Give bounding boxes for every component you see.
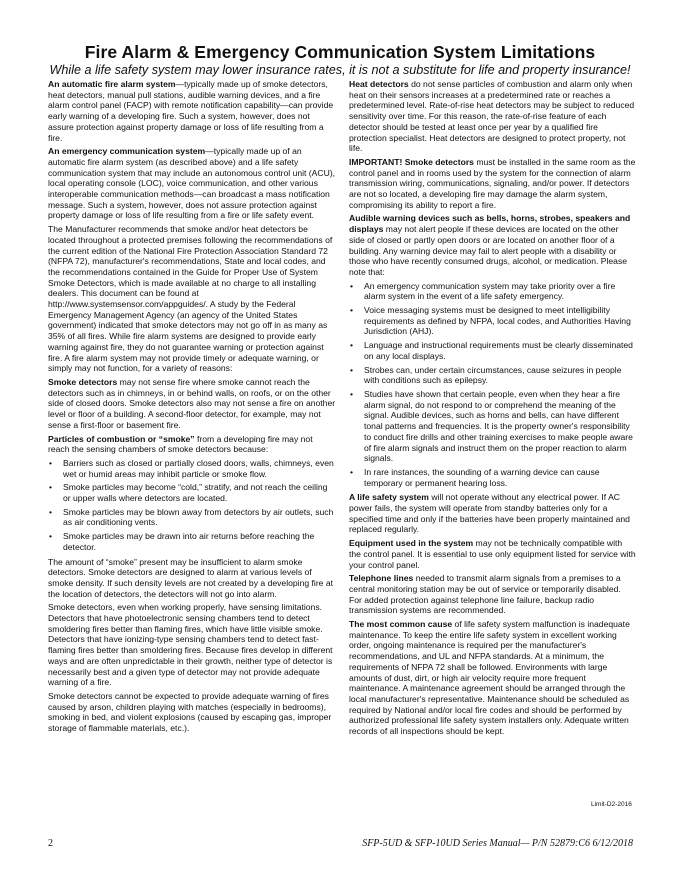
text-maintenance: of life safety system malfunction is inadequate maintenance. To keep the entire life safety system in excellent working order, ongoing maintenance is required per the manufacturer's recommendations, and UL and NFPA standards. At a minimum, the requirements of NFPA 72 shall be followed. Environments with large amounts of dust, dirt, or high air velocity require more frequent maintenance. A maintenance agreement should be arranged through the local manufacturer's representative. Maintenance should be scheduled as required by National and/or local fire codes and should be performed by authorized professional life safety system installers only. Adequate written records of all inspections should be kept.: [349, 619, 630, 737]
lead-equipment-compatibility: Equipment used in the system: [349, 538, 474, 549]
footer-manual-title: SFP-5UD & SFP-10UD Series Manual— P/N 52879:C6 6/12/2018: [362, 838, 633, 849]
list-item: • Studies have shown that certain people, even when they hear a fire alarm signal, do not respond to or comprehend the meaning of the signal. Audible devices, such as horns and bells, can have different tonal patterns and frequencies. It is the property owner's responsibility to conduct fire drills and other training exercises to make people aware of fire alarm signals and instruct them on the proper reaction to alarm signals.: [349, 389, 636, 464]
text-emergency-communication: —typically made up of an automatic fire alarm system (as described above) and a life safety communication system that may include an autonomous control unit (ACU), local operating console (LOC), voice communication, and other various interoperable communication methods—can broadcast a mass notification message. Such a system, however, does not assure protection against property damage or loss of life resulting from a fire or life safety event.: [48, 146, 336, 221]
list-item: • Smoke particles may become “cold,” stratify, and not reach the ceiling or upper walls where detectors are located.: [48, 482, 336, 503]
text-audible-warning-devices: may not alert people if these devices are located on the other side of closed or partly open doors or are located on another floor of a building. Any warning device may fail to alert people with a disability or those who have recently consumed drugs, alcohol, or medication. Please note that:: [349, 224, 628, 277]
right-column: [349, 79, 636, 740]
paragraph-fire-alarm-system: [48, 79, 336, 143]
text-important-smoke-detectors: must be installed in the same room as the control panel and in rooms used by the system for the connection of alarm transmission wiring, communications, signaling, and/or power. If detectors are not so located, a developing fire may damage the alarm system, compromising its ability to report a fire.: [349, 156, 636, 210]
list-item: • In rare instances, the sounding of a warning device can cause temporary or permanent hearing loss.: [349, 467, 636, 488]
paragraph-smoke-detectors: [48, 377, 336, 431]
paragraph-heat-detectors: [349, 79, 636, 154]
page-title: Fire Alarm & Emergency Communication System Limitations: [84, 42, 596, 62]
list-item: • An emergency communication system may take priority over a fire alarm system in the event of a life safety emergency.: [349, 281, 636, 302]
lead-important-smoke-detectors: IMPORTANT! Smoke detectors: [349, 156, 474, 167]
lead-life-safety-power: A life safety system: [349, 492, 429, 503]
text-particles-of-combustion: from a developing fire may not reach the sensing chambers of smoke detectors because:: [48, 433, 313, 455]
lead-heat-detectors: Heat detectors: [349, 79, 409, 89]
lead-audible-warning-devices: Audible warning devices such as bells, horns, strobes, speakers and displays: [349, 213, 631, 235]
notification-notes-list: [349, 281, 636, 489]
text-fire-alarm-system: —typically made up of smoke detectors, heat detectors, manual pull stations, audible warning devices, and a fire alarm control panel (FACP) with remote notification capability—can provide early warning of a developing fire. Such a system, however, does not assure protection against property damage or loss of life resulting from a fire.: [48, 79, 334, 143]
text-telephone-lines: needed to transmit alarm signals from a premises to a central monitoring station may be out of service or temporarily disabled. For added protection against telephone line failure, backup radio transmission systems are recommended.: [349, 573, 621, 616]
paragraph-arson-warning: Smoke detectors cannot be expected to provide adequate warning of fires caused by arson, children playing with matches (especially in bedrooms), smoking in bed, and violent explosions (caused by escaping gas, improper storage of flammable materials, etc.).: [48, 690, 332, 734]
paragraph-manufacturer-recommends: The Manufacturer recommends that smoke and/or heat detectors be located throughout a protected premises following the recommendations of the current edition of the National Fire Protection Association Standard 72 (NFPA 72), manufacturer's recommendations, State and local codes, and the recommendations contained in the Guide for Proper Use of System Smoke Detectors, which is made available at no charge to all installing dealers. This document can be found at http://www.systemsensor.com/appguides/. A study by the Federal Emergency Management Agency (an agency of the United States government) indicated that smoke detectors may not go off in as many as 35% of all fires. While fire alarm systems are designed to provide early warning against fire, they do not guarantee warning or protection against fire. A fire alarm system may not provide timely or adequate warning, or simply may not function, for a variety of reasons:: [48, 224, 333, 374]
paragraph-smoke-amount: The amount of “smoke” present may be insufficient to alarm smoke detectors. Smoke detectors are designed to alarm at various levels of smoke density. If such density levels are not created by a developing fire at the location of detectors, the detectors will not go into alarm.: [48, 556, 334, 599]
lead-maintenance: The most common cause: [349, 619, 453, 630]
text-smoke-detectors: may not sense fire where smoke cannot reach the detectors such as in chimneys, in or behind walls, on roofs, or on the other side of closed doors. Smoke detectors also may not sense a fire on another level or floor of a building. A second-floor detector, for example, may not sense a first-floor or basement fire.: [48, 376, 336, 430]
paragraph-equipment-compatibility: [349, 538, 636, 570]
text-equipment-compatibility: may not be technically compatible with the control panel. It is essential to use only equipment listed for service with your control panel.: [349, 538, 636, 570]
lead-fire-alarm-system: An automatic fire alarm system: [48, 79, 176, 89]
list-item: • Language and instructional requirements must be clearly disseminated on any local displays.: [349, 340, 636, 361]
lead-telephone-lines: Telephone lines: [349, 573, 414, 584]
paragraph-sensing-limitations: Smoke detectors, even when working properly, have sensing limitations. Detectors that have photoelectronic sensing chambers tend to detect smoldering fires better than flaming fires, which have little visible smoke. Detectors that have ionizing-type sensing chambers tend to detect fast-flaming fires better than smoldering fires. Because fires develop in different ways and are often unpredictable in their growth, neither type of detector is necessarily best and a given type of detector may not provide adequate warning of a fire.: [48, 602, 333, 688]
list-item: • Smoke particles may be blown away from detectors by air outlets, such as air conditioning vents.: [48, 507, 336, 528]
paragraph-maintenance: [349, 619, 636, 737]
list-item: • Barriers such as closed or partially closed doors, walls, chimneys, even wet or humid areas may inhibit particle or smoke flow.: [48, 458, 336, 479]
lead-emergency-communication: An emergency communication system: [48, 146, 206, 157]
document-id: Limit-D2-2016: [591, 801, 632, 808]
paragraph-telephone-lines: [349, 573, 636, 616]
text-heat-detectors: do not sense particles of combustion and alarm only when heat on their sensors increases at a predetermined rate or reaches a predetermined level. Rate-of-rise heat detectors may be subject to reduced sensitivity over time. For this reason, the rate-of-rise feature of each detector should be tested at least once per year by a qualified fire protection specialist. Heat detectors are designed to protect property, not life.: [349, 79, 635, 154]
list-item: • Smoke particles may be drawn into air returns before reaching the detector.: [48, 531, 336, 552]
left-column: [48, 79, 336, 737]
list-item: • Voice messaging systems must be designed to meet intelligibility requirements as defined by NFPA, local codes, and Authorities Having Jurisdiction (AHJ).: [349, 305, 636, 337]
page-number: 2: [48, 838, 53, 849]
paragraph-audible-warning-devices: [349, 213, 636, 277]
lead-smoke-detectors: Smoke detectors: [48, 376, 118, 387]
paragraph-life-safety-power: [349, 492, 636, 535]
paragraph-important-smoke-detectors: [349, 157, 636, 211]
lead-particles-of-combustion: Particles of combustion or “smoke”: [48, 433, 195, 444]
page-subtitle: While a life safety system may lower insurance rates, it is not a substitute for life and property insurance!: [49, 63, 631, 77]
paragraph-emergency-communication: [48, 146, 336, 221]
list-item: • Strobes can, under certain circumstances, cause seizures in people with conditions such as epilepsy.: [349, 365, 636, 386]
smoke-barrier-list: [48, 458, 336, 553]
text-life-safety-power: will not operate without any electrical power. If AC power fails, the system will operate from standby batteries only for a specified time and only if the batteries have been properly maintained and replaced regularly.: [349, 492, 630, 535]
paragraph-particles-of-combustion: [48, 434, 336, 455]
